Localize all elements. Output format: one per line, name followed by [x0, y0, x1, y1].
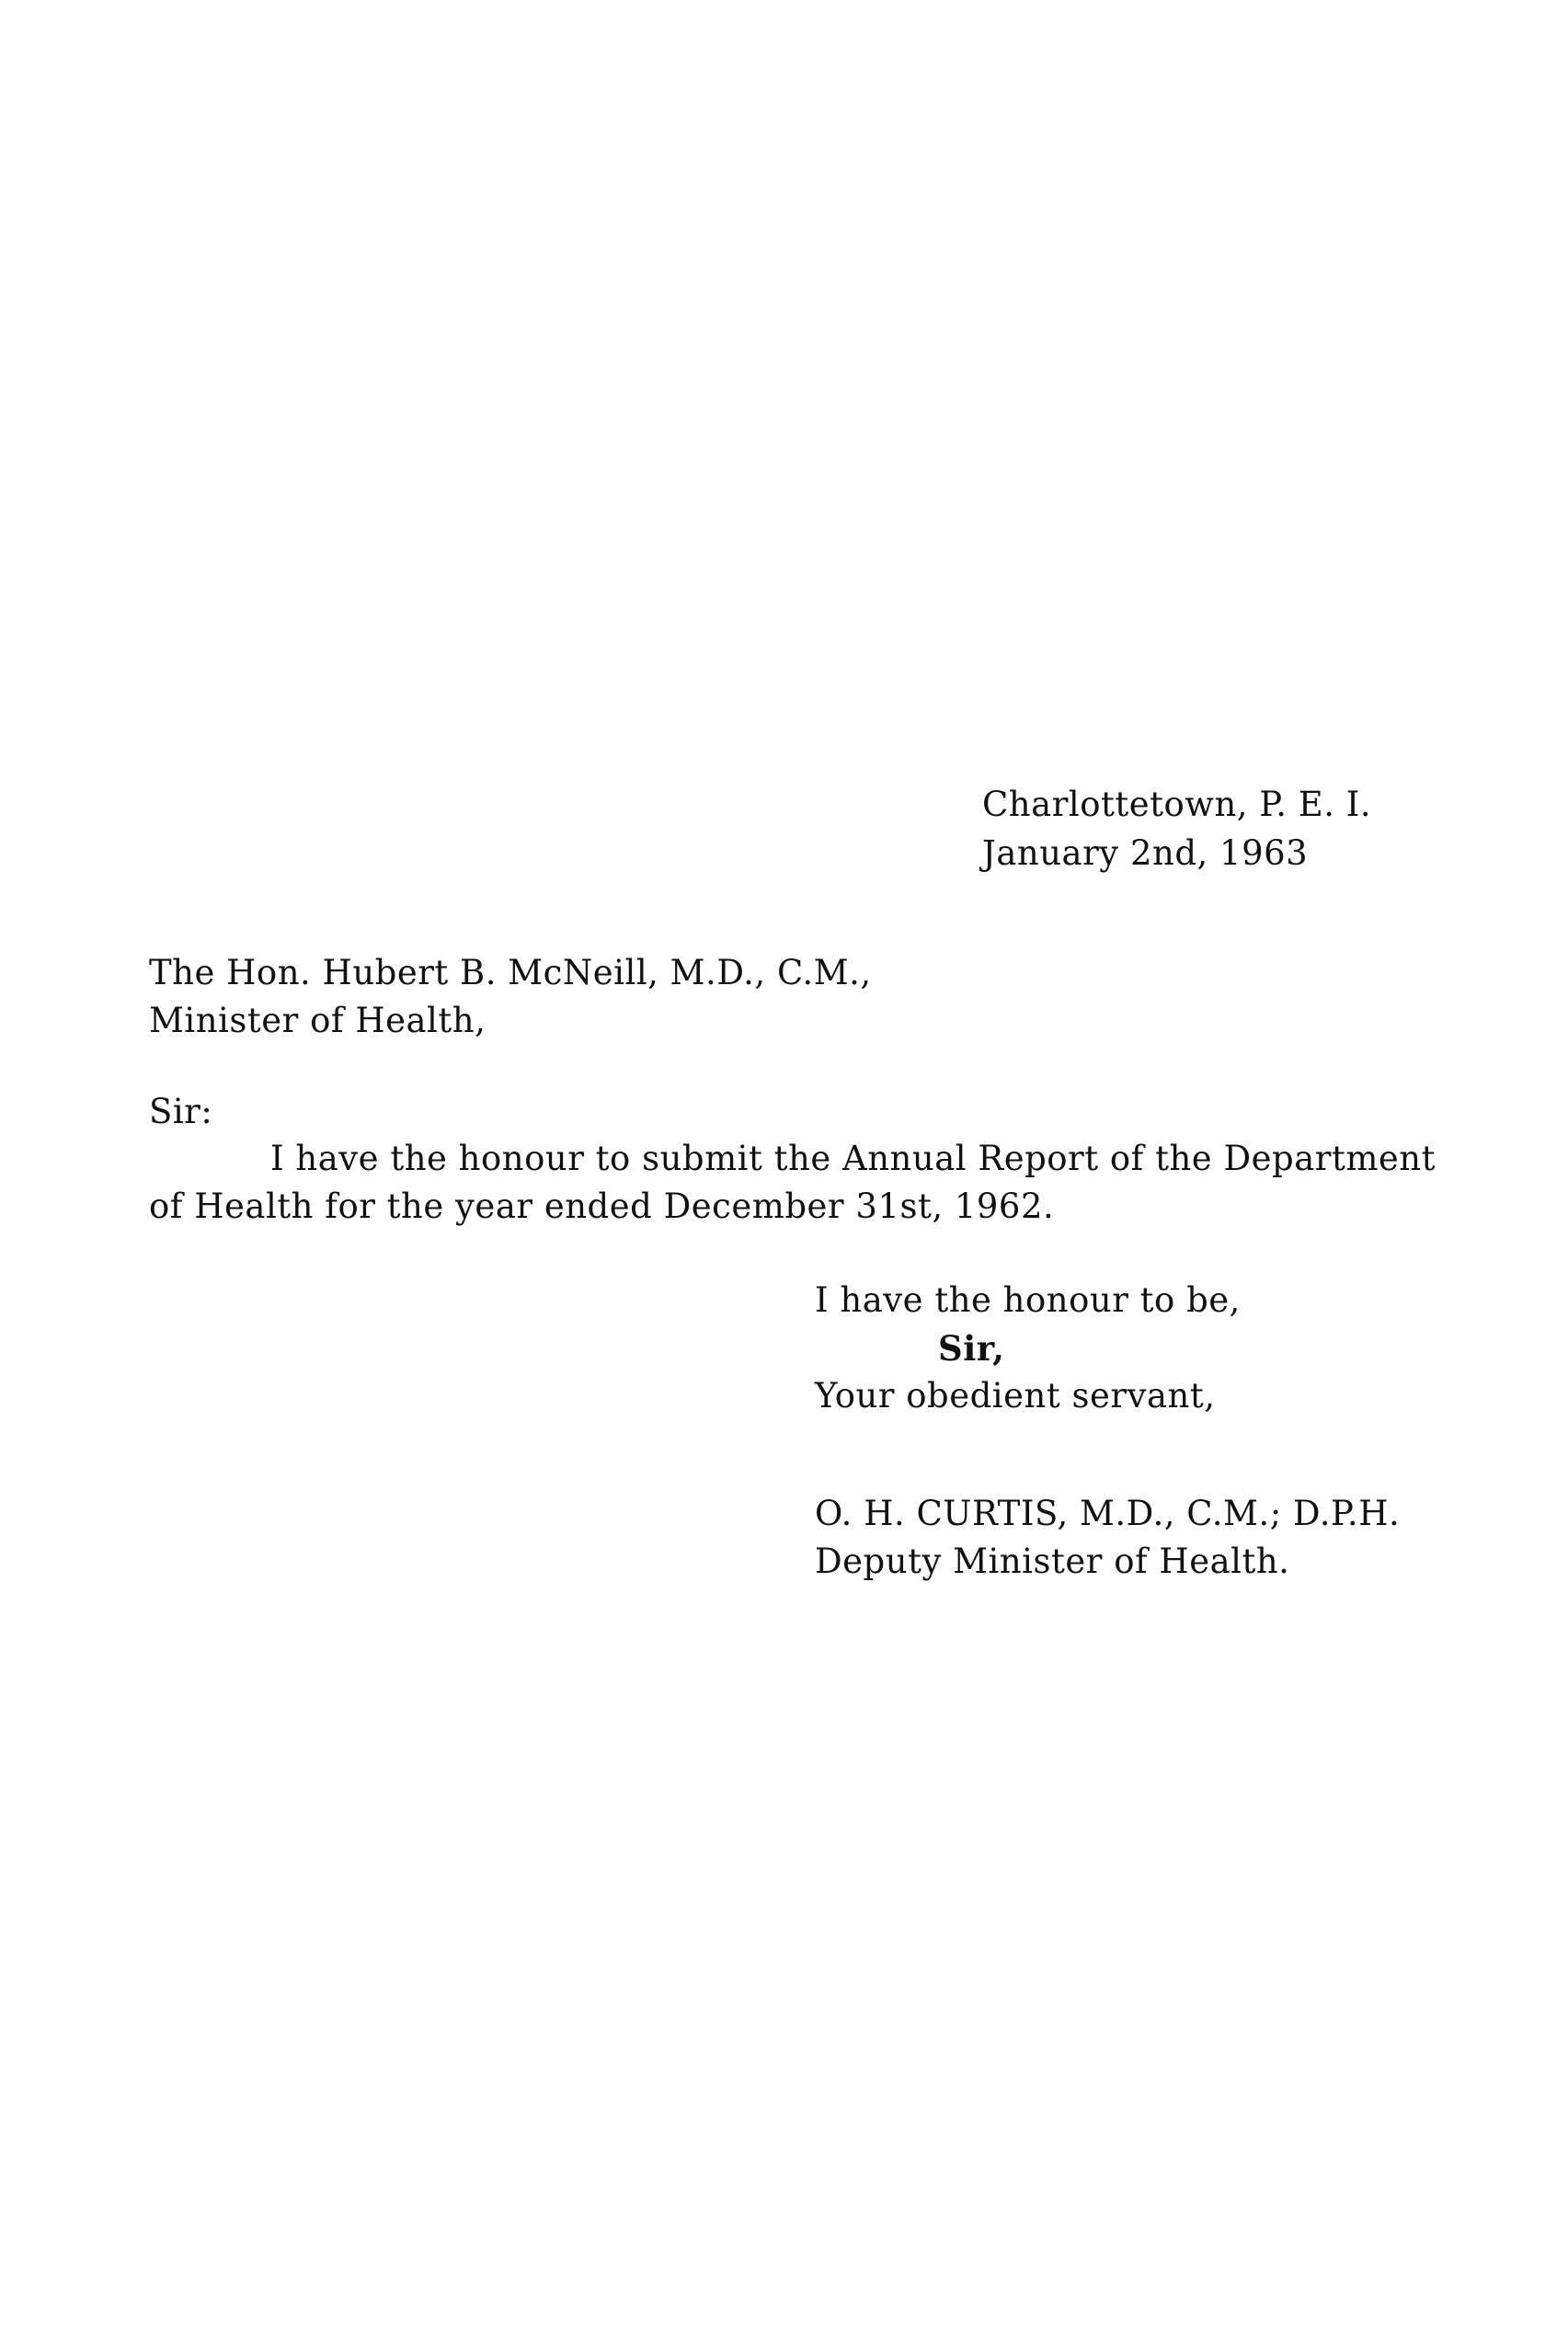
signer-title: Deputy Minister of Health.	[815, 1542, 1290, 1581]
letter-place: Charlottetown, P. E. I.	[982, 785, 1372, 824]
signer-name: O. H. CURTIS, M.D., C.M.; D.P.H.	[815, 1494, 1401, 1533]
closing-line-1: I have the honour to be,	[815, 1280, 1241, 1320]
closing-line-3: Your obedient servant,	[815, 1376, 1216, 1416]
closing-line-2: Sir,	[938, 1328, 1005, 1369]
body-line-2: of Health for the year ended December 31st, 1962.	[149, 1186, 1055, 1226]
body-line-1: I have the honour to submit the Annual Report of the Department	[270, 1139, 1436, 1178]
salutation: Sir:	[149, 1092, 213, 1131]
letter-date: January 2nd, 1963	[982, 833, 1309, 873]
addressee-name: The Hon. Hubert B. McNeill, M.D., C.M.,	[149, 953, 872, 992]
addressee-title: Minister of Health,	[149, 1001, 486, 1040]
